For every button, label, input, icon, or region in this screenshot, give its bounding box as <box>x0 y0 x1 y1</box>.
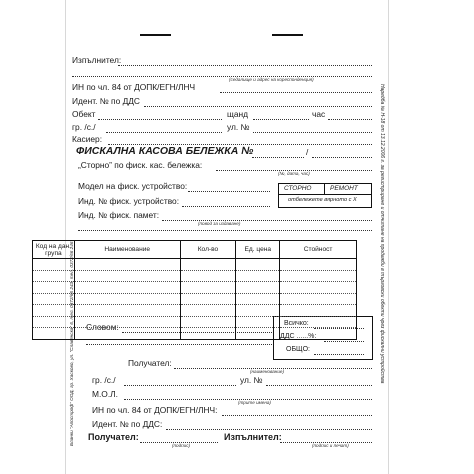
names-caption: (трите имена) <box>238 400 271 405</box>
table-row <box>33 316 357 328</box>
vat-label: Идент. № по ДДС <box>72 96 140 106</box>
binding-mark-left <box>140 34 171 36</box>
reason-caption: (повод за издаване) <box>198 221 241 226</box>
words-line-2 <box>86 344 272 345</box>
recipient-street-label: ул. № <box>240 375 263 385</box>
storno-box-label: СТОРНО <box>284 185 312 192</box>
table-row <box>33 305 357 317</box>
box-divider-v <box>324 183 325 194</box>
table-row <box>33 328 357 340</box>
mark-caption: отбележете вярното с Х <box>288 197 357 203</box>
col-tax-group: Код на дан. група <box>33 241 75 259</box>
recipient-vat-label: Идент. № по ДДС: <box>92 419 163 429</box>
cashier-label: Касиер: <box>72 134 103 144</box>
items-table-header <box>33 241 357 259</box>
vat-total-line <box>324 341 364 342</box>
hour-label: час <box>312 109 326 119</box>
city-label: гр. /с./ <box>72 122 96 132</box>
recipient-street-line <box>266 385 372 386</box>
col-unit-price: Ед. цена <box>236 241 280 259</box>
vat-line <box>144 106 372 107</box>
site-line <box>98 119 222 120</box>
contractor-label: Изпълнител: <box>72 55 122 65</box>
total-label: Всичко: <box>284 320 309 327</box>
recipient-vat-line <box>166 429 372 430</box>
receiver-name-caption: (наименование) <box>250 369 284 374</box>
recipient-ein-line <box>222 415 372 416</box>
receipt-sheet <box>66 0 388 474</box>
binding-mark-right <box>272 34 303 36</box>
printer-imprint-text: Бланки “Апостроф” ООД, гр. Хасково, ул. “Славянска” 6, тел. 0372/66 243, тел. 0372/66 246 <box>69 241 74 446</box>
recipient-city-label: гр. /с./ <box>92 375 116 385</box>
ein-line <box>220 92 372 93</box>
col-qty: Кол-во <box>180 241 236 259</box>
recipient-ein-label: ИН по чл. 84 от ДОПК/ЕГН/ЛНЧ: <box>92 405 218 415</box>
contractor-line <box>118 65 372 66</box>
col-name: Наименование <box>74 241 180 259</box>
recipient-city-line <box>124 385 236 386</box>
memory-no-line <box>162 220 372 221</box>
table-row <box>33 270 357 282</box>
receipt-title: ФИСКАЛНА КАСОВА БЕЛЕЖКА № <box>76 145 254 157</box>
reason-line <box>78 230 372 231</box>
col-value: Стойност <box>280 241 357 259</box>
signature-receiver-label: Получател: <box>88 432 139 442</box>
items-table <box>32 240 357 340</box>
box-divider-h <box>278 194 371 195</box>
grand-total-label: ОБЩО: <box>286 346 310 353</box>
repair-box-label: РЕМОНТ <box>330 185 358 192</box>
table-row <box>33 259 357 271</box>
receipt-date-line <box>312 157 372 158</box>
site-label: Обект <box>72 109 96 119</box>
model-line <box>188 191 270 192</box>
shop-label: щанд <box>227 109 249 119</box>
receiver-label: Получател: <box>128 358 172 368</box>
street-label: ул. № <box>227 122 250 132</box>
model-label: Модел на фиск. устройство: <box>78 181 188 191</box>
contractor-caption: (седалище и адрес на кореспонденция) <box>229 77 314 82</box>
receipt-number-line <box>252 157 304 158</box>
grand-total-line <box>314 354 364 355</box>
words-label: Словом: <box>86 322 119 332</box>
table-row <box>33 293 357 305</box>
table-row <box>33 282 357 294</box>
signature-receiver-caption: (подпис) <box>172 443 191 448</box>
device-no-line <box>182 206 270 207</box>
ein-label: ИН по чл. 84 от ДОПК/ЕГН/ЛНЧ <box>72 82 196 92</box>
shop-line <box>253 119 309 120</box>
street-line <box>253 132 372 133</box>
hour-line <box>328 119 372 120</box>
device-no-label: Инд. № фиск. устройство: <box>78 196 180 206</box>
number-date-caption: (№, дата, час) <box>278 171 310 176</box>
signature-contractor-label: Изпълнител: <box>224 432 282 442</box>
receipt-slash: / <box>306 147 309 157</box>
mol-label: М.О.Л. <box>92 389 118 399</box>
storno-line-label: „Сторно” по фиск. кас. бележка: <box>78 160 203 170</box>
contractor-line-2 <box>72 76 372 77</box>
city-line <box>106 132 222 133</box>
vat-total-label: ДДС ......%: <box>280 333 317 340</box>
signature-contractor-caption: (подпис и печат) <box>312 443 349 448</box>
regulation-text: Наредба № Н-18 от 13.12.2006 г. за регистриране и отчитане на продажби в търговски обекти чрез фискални устройства <box>379 84 385 384</box>
memory-no-label: Инд. № фиск. памет: <box>78 210 160 220</box>
